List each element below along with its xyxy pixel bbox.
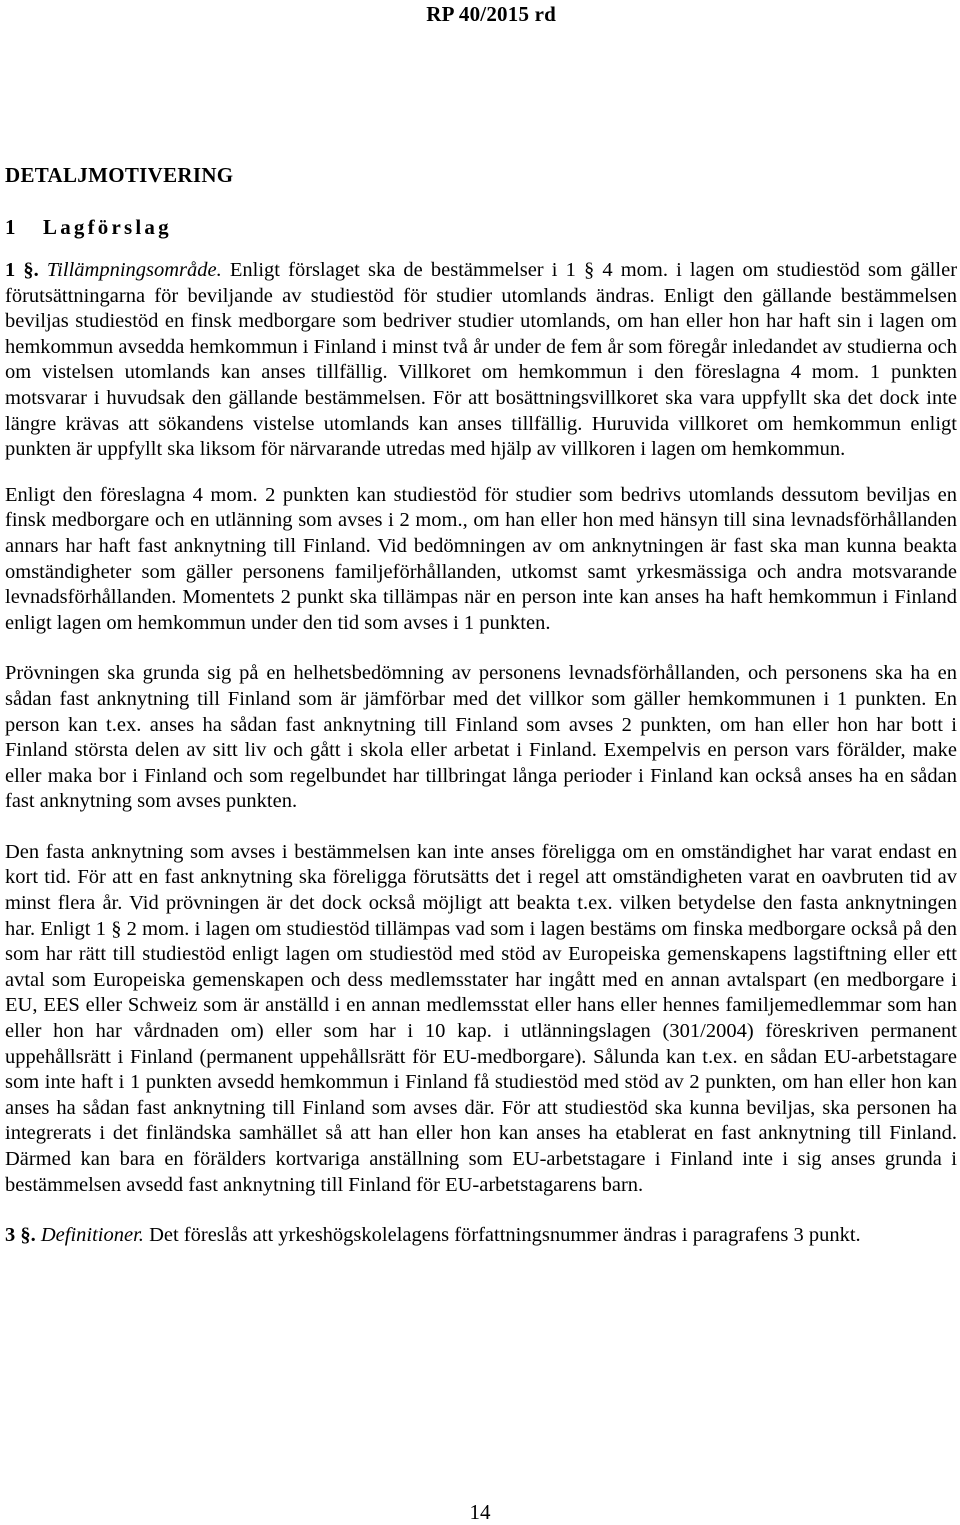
section-heading: DETALJMOTIVERING: [5, 163, 234, 187]
paragraph-3: Prövningen ska grunda sig på en helhetsbedömning av personens levnadsförhållanden, och personens ska ha en sådan fast anknytning till Finland som är jämförbar med det villkor som gäller hemkommunen i 1 punkten. En person kan t.ex. anses ha sådan fast anknytning till Finland som avses 2 punkten, om han eller hon har bott i Finland största delen av sitt liv och gått i skola eller arbetat i Finland. Exempelvis en person vars förälder, make eller maka bor i Finland och som regelbundet har tillbringat långa perioder i Finland kan också anses ha en sådan fast anknytning som avses punkten.: [5, 662, 957, 813]
paragraph-4: Den fasta anknytning som avses i bestämmelsen kan inte anses föreligga om en omständighet har varat endast en kort tid. För att en fast anknytning ska föreligga förutsätts det i regel att omständigheten varat en oavbruten tid av minst flera år. Vid prövningen är det dock också möjligt att beakta t.ex. vilken betydelse den fasta anknytningen har. Enligt 1 § 2 mom. i lagen om studiestöd tillämpas vad som i lagen bestäms om finska medborgare också på den som har rätt till studiestöd enligt lagen om studiestöd med stöd av Europeiska gemenskapens lagstiftning eller ett avtal som Europeiska gemenskapen och dess medlemsstater har ingått med en annan avtalspart (en medborgare i EU, EES eller Schweiz som är anställd i en annan medlemsstat eller hans eller hennes familjemedlemmar som han eller hon har vårdnaden om) eller som har i 10 kap. i utlänningslagen (301/2004) föreskriven permanent uppehållsrätt i Finland (permanent uppehållsrätt för EU-medborgare). Sålunda kan t.ex. en sådan EU-arbetstagare som inte haft i 1 punkten avsedd hemkommun i Finland få studiestöd med stöd av 2 punkten, om han eller hon kan anses ha sådan fast anknytning till Finland som avses där. För att studiestöd ska kunna beviljas, ska personen ha integrerats i det finländska samhället så att han eller hon kan anses ha etablerat en fast anknytning till Finland. Därmed kan bara en förälders kortvariga anställning som EU-arbetstagare i Finland inte i sig anses grunda i bestämmelsen avsedd fast anknytning till Finland för EU-arbetstagarens barn.: [5, 840, 957, 1196]
section-3-number: 3 §.: [5, 1224, 36, 1247]
paragraph-2: Enligt den föreslagna 4 mom. 2 punkten kan studiestöd för studier som bedrivs utomlands dessutom beviljas en finsk medborgare och en utlänning som avses i 2 mom., om han eller hon med hänsyn till sina levnadsförhållanden annars har haft fast anknytning till Finland. Vid bedömningen av om anknytningen är fast ska man kunna beakta omständigheter som gäller personens familjeförhållanden, utkomst samt yrkesmässiga och andra motsvarande levnadsförhållanden. Momentets 2 punkt ska tillämpas när en person inte kan anses ha haft hemkommun i Finland enligt lagen om hemkommun under den tid som avses i 1 punkten.: [5, 483, 957, 634]
paragraph-5: [5, 1223, 957, 1249]
section-1-title: Tillämpningsområde.: [46, 259, 222, 281]
section-3-title: Definitioner.: [40, 1224, 144, 1247]
page-number: 14: [469, 1500, 491, 1524]
paragraph-1-text: Enligt förslaget ska de bestämmelser i 1 § 4 mom. i lagen om studiestöd som gäller förutsättningarna för beviljande av studiestöd för studier utomlands ändras. Enligt den gällande bestämmelsen beviljas studiestöd en finsk medborgare som bedriver studier utomlands, om han eller hon har haft sin i lagen om hemkommun avsedda hemkommun i Finland i minst två år under de fem år som föregår inledandet av studierna och om vistelsen utomlands kan anses tillfällig. Villkoret om hemkommun i den föreslagna 4 mom. 1 punkten motsvarar i huvudsak den gällande bestämmelsen. För att bosättningsvillkoret ska vara uppfyllt ska det dock inte längre krävas att sökandens vistelse utomlands kan anses tillfällig. Huruvida villkoret om hemkommun enligt punkten är uppfyllt ska liksom för närvarande utredas med hjälp av villkoren i lagen om hemkommun.: [5, 259, 958, 461]
paragraph-1: [5, 258, 957, 463]
subsection-number: 1: [5, 215, 16, 239]
document-id-header: RP 40/2015 rd: [426, 2, 556, 26]
section-1-number: 1 §.: [5, 259, 39, 281]
paragraph-5-text: Det föreslås att yrkeshögskolelagens författningsnummer ändras i paragrafens 3 punkt.: [149, 1224, 861, 1247]
document-body: [5, 258, 957, 1274]
subsection-title: Lagförslag: [43, 215, 172, 239]
subsection-heading: [5, 215, 172, 240]
